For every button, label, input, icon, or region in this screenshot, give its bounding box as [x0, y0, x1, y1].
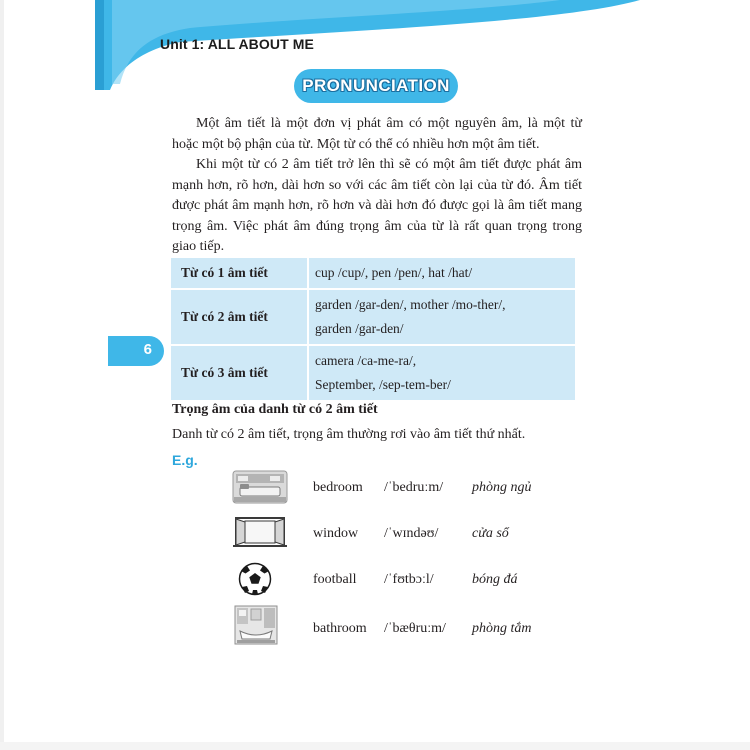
unit-title: Unit 1: ALL ABOUT ME	[160, 36, 314, 52]
page-edge	[0, 742, 750, 750]
example-word: window	[313, 526, 359, 541]
row-label: Từ có 2 âm tiết	[170, 289, 308, 345]
row-examples	[308, 257, 576, 289]
row-examples	[308, 345, 576, 401]
examples-line: garden /gar-den/	[315, 321, 404, 336]
examples-line: camera /ca-me-ra/,	[315, 353, 417, 368]
examples-line: September, /sep-tem-ber/	[315, 377, 451, 392]
example-meaning: bóng đá	[472, 572, 518, 587]
stress-rule: Danh từ có 2 âm tiết, trọng âm thường rơi vào âm tiết thứ nhất.	[172, 427, 526, 442]
bedroom-picture	[232, 470, 288, 504]
page-edge	[0, 0, 4, 750]
examples-line: garden /gar-den/, mother /mo-ther/,	[315, 297, 506, 312]
example-word: bedroom	[313, 480, 363, 495]
bathroom-picture	[234, 605, 278, 645]
example-meaning: phòng ngủ	[472, 480, 532, 495]
football-picture	[238, 562, 272, 596]
example-ipa: /ˈfʊtbɔːl/	[384, 572, 434, 587]
intro-paragraph-1: Một âm tiết là một đơn vị phát âm có một nguyên âm, là một từ hoặc một bộ phận của từ. Một từ có thể có nhiều hơn một âm tiết.	[172, 116, 582, 152]
example-label: E.g.	[172, 452, 198, 468]
section-title: PRONUNCIATION	[302, 76, 450, 95]
page-number-tab	[108, 336, 164, 366]
example-word: bathroom	[313, 621, 367, 636]
row-label: Từ có 3 âm tiết	[170, 345, 308, 401]
example-ipa: /ˈwɪndəʊ/	[384, 526, 439, 541]
example-ipa: /ˈbæθruːm/	[384, 621, 446, 636]
syllable-table	[170, 257, 576, 401]
page-number: 6	[143, 341, 152, 358]
examples-line: cup /cup/, pen /pen/, hat /hat/	[315, 265, 473, 280]
row-examples	[308, 289, 576, 345]
example-word: football	[313, 572, 357, 587]
stress-heading: Trọng âm của danh từ có 2 âm tiết	[172, 402, 378, 417]
window-picture	[232, 517, 288, 547]
table-row	[170, 345, 576, 401]
intro-paragraph-2: Khi một từ có 2 âm tiết trở lên thì sẽ có một âm tiết được phát âm mạnh hơn, rõ hơn, dài hơn so với các âm tiết còn lại của từ đó. Âm tiết được phát âm mạnh hơn, rõ hơn và dài hơn đó được gọi là âm tiết mang trọng âm. Việc phát âm đúng trọng âm của từ là rất quan trọng trong giao tiếp.	[172, 157, 582, 254]
row-label: Từ có 1 âm tiết	[170, 257, 308, 289]
example-meaning: cửa sổ	[472, 526, 509, 541]
example-ipa: /ˈbedruːm/	[384, 480, 444, 495]
table-row	[170, 257, 576, 289]
example-meaning: phòng tắm	[472, 621, 532, 636]
table-row	[170, 289, 576, 345]
section-banner	[294, 69, 458, 103]
